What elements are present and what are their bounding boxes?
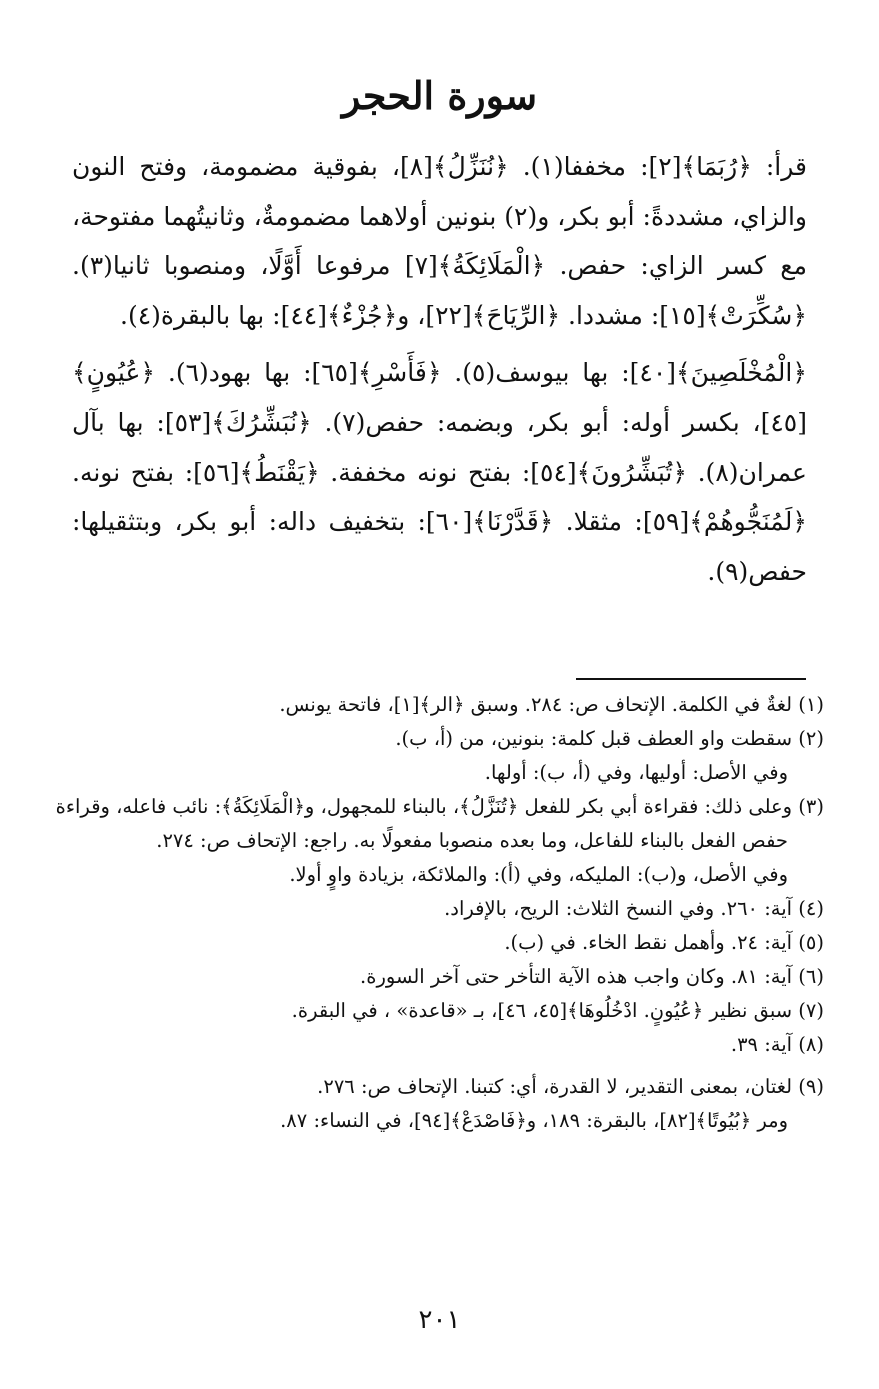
footnote-4: (٤) آية: ٢٦٠. وفي النسخ الثلاث: الريح، بالإفراد. [444, 897, 824, 920]
footnote-2: (٢) سقطت واو العطف قبل كلمة: بنونين، من (أ، ب). [395, 727, 824, 750]
footnote-9: (٩) لغتان، بمعنى التقدير، لا القدرة، أي: كتبنا. الإتحاف ص: ٢٧٦. [317, 1075, 824, 1098]
footnote-1: (١) لغةٌ في الكلمة. الإتحاف ص: ٢٨٤. وسبق ﴿الر﴾[١]، فاتحة يونس. [279, 693, 824, 716]
footnote-3-continuation: وفي الأصل، و(ب): المليكه، وفي (أ): والملائكة، بزيادة واوٍ أولا. [289, 863, 788, 886]
footnote-3: (٣) وعلى ذلك: فقراءة أبي بكر للفعل ﴿تُنَزَّلُ﴾، بالبناء للمجهول، و﴿الْمَلَائِكَةُ﴾: نائب فاعله، وقراءة حفص الفعل بالبناء للفاعل، وما بعده منصوبا مفعولًا به. راجع: الإتحاف ص: ٢٧٤. [55, 795, 824, 852]
page-number: ٢٠١ [418, 1305, 461, 1335]
footnote-2-continuation: وفي الأصل: أوليها، وفي (أ، ب): أولها. [484, 761, 788, 784]
footnotes [52, 688, 824, 1138]
footnote-7: (٧) سبق نظير ﴿عُيُونٍ. ادْخُلُوهَا﴾[٤٥، ٤٦]، بـ «قاعدة» ، في البقرة. [291, 999, 824, 1022]
footnote-9-continuation: ومر ﴿بُيُوتًا﴾[٨٢]، بالبقرة: ١٨٩، و﴿فَاصْدَعْ﴾[٩٤]، في النساء: ٨٧. [280, 1109, 788, 1132]
surah-title: سورة الحجر [341, 73, 538, 118]
main-paragraph-2: ﴿الْمُخْلَصِينَ﴾[٤٠]: بها بيوسف(٥). ﴿فَأَسْرِ﴾[٦٥]: بها بهود(٦). ﴿عُيُونٍ﴾[٤٥]، بكسر أوله: أبو بكر، وبضمه: حفص(٧). ﴿نُبَشِّرُكَ﴾[٥٣]: بها بآل عمران(٨). ﴿تُبَشِّرُونَ﴾[٥٤]: بفتح نونه مخففة. ﴿يَقْنَطُ﴾[٥٦]: بفتح نونه. ﴿لَمُنَجُّوهُمْ﴾[٥٩]: مثقلا. ﴿قَدَّرْنَا﴾[٦٠]: بتخفيف داله: أبو بكر، وبتثقيلها: حفص(٩). [72, 358, 808, 586]
main-paragraph-1: قرأ: ﴿رُبَمَا﴾[٢]: مخففا(١). ﴿نُنَزِّلُ﴾[٨]، بفوقية مضمومة، وفتح النون والزاي، مشددةً: أبو بكر، و(٢) بنونين أولاهما مضمومةٌ، وثانيتُهما مفتوحة، مع كسر الزاي: حفص. ﴿الْمَلَائِكَةُ﴾[٧] مرفوعا أَوَّلًا، ومنصوبا ثانيا(٣). ﴿سُكِّرَتْ﴾[١٥]: مشددا. ﴿الرِّيَاحَ﴾[٢٢]، و﴿جُزْءٌ﴾[٤٤]: بها بالبقرة(٤). [72, 152, 807, 330]
main-text [72, 142, 807, 596]
footnote-6: (٦) آية: ٨١. وكان واجب هذه الآية التأخر حتى آخر السورة. [360, 965, 824, 988]
footnote-5: (٥) آية: ٢٤. وأهمل نقط الخاء. في (ب). [504, 931, 824, 954]
footnote-divider [576, 678, 806, 680]
footnote-8: (٨) آية: ٣٩. [730, 1033, 824, 1056]
